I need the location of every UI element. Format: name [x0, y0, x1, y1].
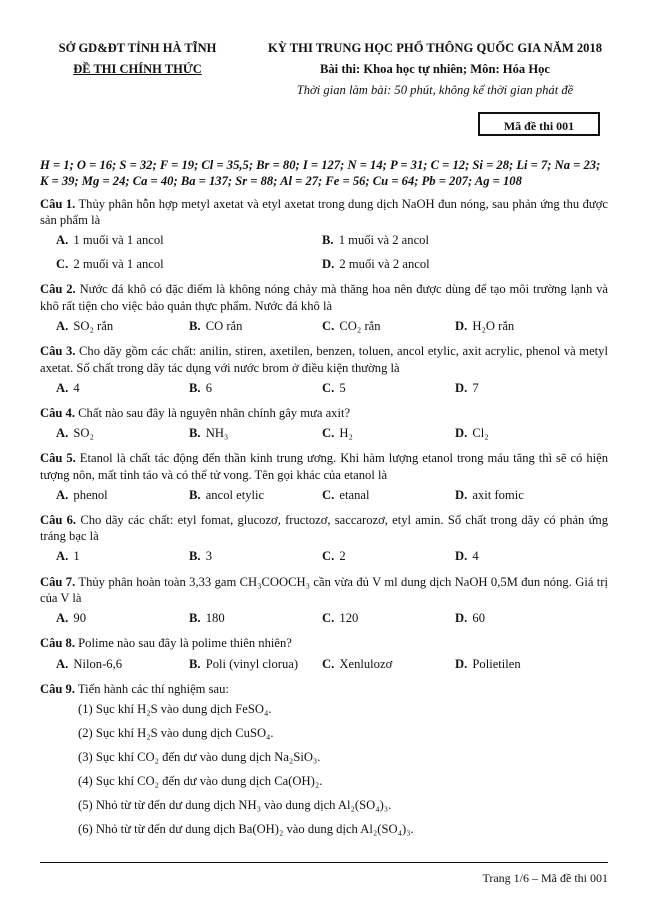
question-stem — [40, 196, 608, 229]
exam-code-box: Mã đề thi 001 — [478, 112, 600, 136]
option-text: H₂ — [339, 426, 353, 441]
option-text: Xenlulozơ — [339, 656, 393, 671]
question-label: Câu 4. — [40, 405, 75, 420]
question-stem — [40, 512, 608, 545]
question-label: Câu 5. — [40, 451, 76, 466]
option-text: SO₂ — [73, 426, 94, 441]
option-letter: C. — [322, 426, 335, 441]
option-a — [56, 656, 189, 672]
option-a — [56, 425, 189, 441]
option-letter: C. — [322, 611, 335, 626]
question-label: Câu 7. — [40, 574, 76, 589]
question-label: Câu 2. — [40, 282, 76, 297]
option-c — [322, 380, 455, 396]
experiment-item: (5) Nhỏ từ từ đến dư dung dịch NH₃ vào dung dịch Al₂(SO₄)₃. — [78, 798, 392, 813]
option-text: 2 muối và 1 ancol — [73, 257, 164, 272]
option-text: NH₃ — [205, 426, 229, 441]
option-text: Poli (vinyl clorua) — [205, 656, 299, 671]
options-row — [56, 376, 608, 400]
question-label: Câu 6. — [40, 512, 77, 527]
experiment-item: (4) Sục khí CO₂ đến dư vào dung dịch Ca(OH)₂. — [78, 774, 323, 789]
option-text: 120 — [339, 611, 359, 626]
option-a — [56, 232, 322, 248]
option-a — [56, 380, 189, 396]
option-a — [56, 318, 189, 334]
question-1 — [40, 196, 608, 277]
option-text: 90 — [73, 611, 86, 626]
option-text: 4 — [472, 549, 479, 564]
option-letter: D. — [455, 549, 468, 564]
option-text: 3 — [205, 549, 213, 564]
question-text: Thủy phân hoàn toàn 3,33 gam CH₃COOCH₃ cần vừa đủ V ml dung dịch NaOH 0,5M đun nóng. Giá trị của V là — [40, 574, 608, 606]
exam-title: KỲ THI TRUNG HỌC PHỔ THÔNG QUỐC GIA NĂM 2018 — [267, 41, 603, 55]
question-text: Chất nào sau đây là nguyên nhân chính gây mưa axit? — [78, 405, 351, 420]
option-b — [189, 656, 322, 672]
option-text: ancol etylic — [205, 487, 265, 502]
option-text: etanal — [339, 487, 370, 502]
option-text: 6 — [205, 380, 213, 395]
option-c — [322, 487, 455, 503]
option-letter: A. — [56, 487, 69, 502]
question-9 — [40, 681, 608, 841]
option-text: SO₂ rắn — [73, 318, 114, 333]
option-letter: B. — [189, 318, 201, 333]
option-text: CO rắn — [205, 318, 243, 333]
option-text: H₂O rắn — [472, 318, 515, 333]
header-right — [245, 38, 625, 101]
option-letter: A. — [56, 549, 69, 564]
option-d — [455, 656, 588, 672]
option-text: 1 muối và 2 ancol — [338, 233, 429, 248]
option-letter: B. — [189, 487, 201, 502]
question-text: Cho dãy các chất: etyl fomat, glucozơ, fructozơ, saccarozơ, etyl amin. Số chất trong dãy có phản ứng tráng bạc là — [40, 512, 609, 544]
question-text: Nước đá khô có đặc điểm là không nóng chảy mà thăng hoa nên được dùng để tạo môi trường lạnh và khô rất tiện cho việc bảo quản thực phẩm. Nước đá khô là — [40, 282, 608, 313]
question-label: Câu 8. — [40, 636, 75, 651]
question-5 — [40, 450, 608, 507]
option-d — [455, 548, 588, 564]
option-d — [455, 425, 588, 441]
option-a — [56, 610, 189, 626]
option-letter: C. — [322, 656, 335, 671]
option-letter: D. — [455, 318, 468, 333]
question-stem — [40, 343, 608, 376]
option-b — [189, 548, 322, 564]
experiment-item: (3) Sục khí CO₂ đến dư vào dung dịch Na₂SiO₃. — [78, 750, 321, 765]
option-letter: D. — [455, 611, 468, 626]
option-b — [322, 232, 588, 248]
question-text: Thủy phân hỗn hợp metyl axetat và etyl axetat trong dung dịch NaOH đun nóng, sau phản ứng thu được sản phẩm là — [40, 196, 608, 228]
experiment-item: (1) Sục khí H₂S vào dung dịch FeSO₄. — [78, 702, 272, 717]
option-letter: B. — [189, 380, 201, 395]
option-letter: D. — [455, 426, 468, 441]
option-text: Nilon-6,6 — [73, 656, 123, 671]
question-2 — [40, 281, 608, 338]
option-letter: A. — [56, 233, 69, 248]
page-footer — [40, 862, 608, 885]
question-text: Cho dãy gồm các chất: anilin, stiren, axetilen, benzen, toluen, ancol etylic, axit acrylic, phenol và metyl axetat. Số chất trong dãy tác dụng với nước brom ở điều kiện thường là — [40, 344, 608, 375]
question-text: Polime nào sau đây là polime thiên nhiên? — [78, 636, 292, 651]
question-stem — [40, 281, 608, 314]
option-c — [322, 656, 455, 672]
options-row — [56, 483, 608, 507]
atomic-masses: H = 1; O = 16; S = 32; F = 19; Cl = 35,5; Br = 80; I = 127; N = 14; P = 31; C = 12; Si = 28; Li = 7; Na = 23; K = 39; Mg = 24; Ca = 40; Ba = 137; Sr = 88; Al = 27; Fe = 56; Cu = 64; Pb = 207; Ag = 108 — [40, 158, 601, 189]
option-letter: A. — [56, 656, 69, 671]
question-stem — [40, 405, 608, 421]
experiment-item: (2) Sục khí H₂S vào dung dịch CuSO₄. — [78, 726, 274, 741]
question-label: Câu 9. — [40, 681, 75, 696]
option-letter: C. — [322, 549, 335, 564]
option-text: 2 muối và 2 ancol — [339, 257, 430, 272]
option-letter: A. — [56, 380, 69, 395]
option-letter: B. — [189, 426, 201, 441]
option-letter: C. — [322, 487, 335, 502]
options-row — [56, 314, 608, 338]
page-number: Trang 1/6 – Mã đề thi 001 — [482, 871, 608, 885]
question-stem — [40, 635, 608, 651]
option-text: 180 — [205, 611, 225, 626]
option-letter: A. — [56, 426, 69, 441]
question-list — [40, 196, 608, 676]
question-stem — [40, 574, 608, 607]
options-row — [56, 228, 608, 252]
option-letter: D. — [322, 257, 335, 272]
question-6 — [40, 512, 608, 569]
question-8 — [40, 635, 608, 675]
option-text: 7 — [472, 380, 479, 395]
option-letter: A. — [56, 611, 69, 626]
exam-time: Thời gian làm bài: 50 phút, không kể thời gian phát đề — [296, 83, 574, 97]
option-letter: D. — [455, 380, 468, 395]
question-stem — [40, 681, 608, 697]
option-letter: B. — [189, 611, 201, 626]
option-d — [455, 487, 588, 503]
options-row — [56, 606, 608, 630]
exam-subject: Bài thi: Khoa học tự nhiên; Môn: Hóa Học — [319, 62, 551, 76]
option-text: 2 — [339, 549, 346, 564]
question-stem — [40, 450, 608, 483]
options-row — [56, 545, 608, 569]
option-b — [189, 610, 322, 626]
option-letter: B. — [189, 549, 201, 564]
option-text: 4 — [73, 380, 80, 395]
option-d — [455, 380, 588, 396]
header-left — [40, 38, 235, 80]
option-letter: D. — [455, 656, 468, 671]
option-text: 1 — [73, 549, 80, 564]
question-text: Etanol là chất tác động đến thần kinh trung ương. Khi hàm lượng etanol trong máu tăng thì sẽ có hiện tượng nôn, mất tỉnh táo và có thể tử vong. Tên gọi khác của etanol là — [40, 451, 608, 482]
options-row — [56, 252, 608, 276]
option-b — [189, 487, 322, 503]
option-c — [322, 548, 455, 564]
option-letter: A. — [56, 318, 69, 333]
option-c — [322, 425, 455, 441]
option-text: axit fomic — [472, 487, 524, 502]
option-d — [322, 256, 588, 272]
official-label: ĐỀ THI CHÍNH THỨC — [73, 62, 202, 76]
option-text: phenol — [73, 487, 108, 502]
option-b — [189, 425, 322, 441]
option-b — [189, 380, 322, 396]
question-4 — [40, 405, 608, 445]
question-3 — [40, 343, 608, 400]
options-row — [56, 421, 608, 445]
option-text: 60 — [472, 611, 485, 626]
option-text: CO₂ rắn — [339, 318, 381, 333]
option-letter: D. — [455, 487, 468, 502]
option-letter: B. — [189, 656, 201, 671]
option-d — [455, 610, 588, 626]
option-text: 5 — [339, 380, 346, 395]
option-letter: C. — [56, 257, 69, 272]
option-c — [322, 610, 455, 626]
option-letter: B. — [322, 233, 334, 248]
exam-content — [40, 157, 608, 841]
experiment-item: (6) Nhỏ từ từ đến dư dung dịch Ba(OH)₂ vào dung dịch Al₂(SO₄)₃. — [78, 822, 414, 837]
option-a — [56, 487, 189, 503]
option-c — [56, 256, 322, 272]
option-text: 1 muối và 1 ancol — [73, 233, 164, 248]
option-d — [455, 318, 588, 334]
option-text: Cl₂ — [472, 426, 489, 441]
question-label: Câu 1. — [40, 196, 76, 211]
option-b — [189, 318, 322, 334]
question-label: Câu 3. — [40, 344, 76, 359]
option-text: Polietilen — [472, 656, 521, 671]
option-a — [56, 548, 189, 564]
department-name: SỞ GD&ĐT TỈNH HÀ TĨNH — [58, 41, 217, 55]
option-letter: C. — [322, 380, 335, 395]
option-c — [322, 318, 455, 334]
question-7 — [40, 574, 608, 631]
options-row — [56, 652, 608, 676]
question-text: Tiến hành các thí nghiệm sau: — [77, 681, 229, 696]
option-letter: C. — [322, 318, 335, 333]
